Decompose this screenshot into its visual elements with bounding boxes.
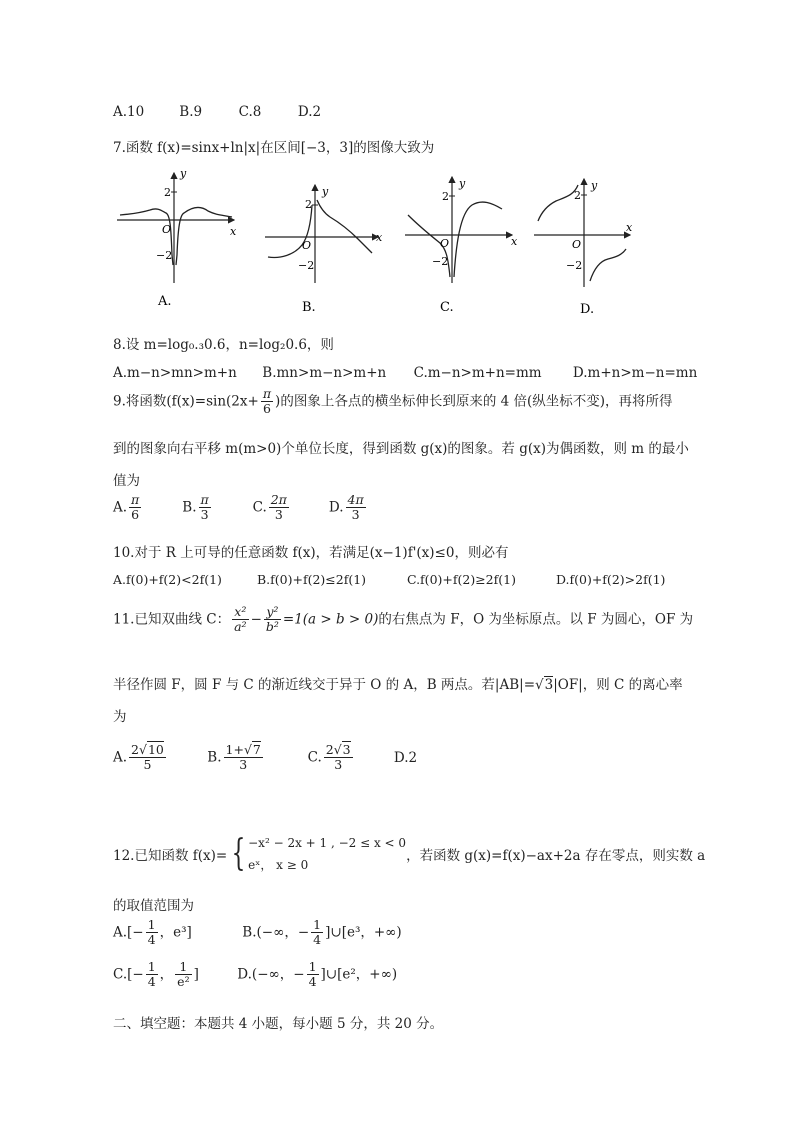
q11-line2: 半径作圆 F，圆 F 与 C 的渐近线交于异于 O 的 A，B 两点。若|AB|=√3|OF|，则 C 的离心率 <box>113 677 683 693</box>
piecewise-cases: −x² − 2x + 1 , −2 ≤ x < 0 eˣ， x ≥ 0 <box>248 836 407 872</box>
q12-options-row2 <box>113 960 397 990</box>
q12-line2: 的取值范围为 <box>113 898 194 914</box>
q11-condition: =1(a > b > 0) <box>282 611 379 628</box>
q6-option-c: C.8 <box>238 104 262 120</box>
q10-option-b: B.f(0)+f(2)≤2f(1) <box>256 572 367 587</box>
q11-options <box>113 743 417 773</box>
q8-option-d: D.m+n>m−n=mn <box>572 365 698 381</box>
q7-graph-d <box>532 165 662 325</box>
q6-option-a: A.10 <box>113 104 145 120</box>
x-axis-label: x <box>230 225 237 238</box>
q11-stem-a: 11.已知双曲线 C： <box>113 611 231 628</box>
q11-option-b: B. $\frac{1+√7}{3}$ <box>207 742 261 773</box>
q8-options <box>113 365 697 381</box>
q10-option-a: A.f(0)+f(2)<2f(1) <box>113 572 222 587</box>
q11-stem-b: 的右焦点为 F，O 为坐标原点。以 F 为圆心，OF 为 <box>378 611 694 628</box>
x-axis-label: x <box>626 221 633 234</box>
fraction-numerator: π <box>262 386 272 401</box>
q6-options <box>113 104 321 120</box>
tick-label-top: 2 <box>442 190 449 203</box>
q8-option-b: B.mn>m−n>m+n <box>262 365 387 381</box>
q12-options-row1 <box>113 918 402 948</box>
piecewise-brace: { <box>231 833 246 874</box>
q10-stem: 10.对于 R 上可导的任意函数 f(x)，若满足(x−1)f'(x)≤0，则必有 <box>113 545 509 561</box>
q11-line3: 为 <box>113 709 127 725</box>
q11-line1: 11.已知双曲线 C： $\frac{\text{x²}}{\text{a²}}$ − $\frac{\text{y²}}{\text{b²}}$ =1(a > b > 0)的右焦点为 F，O 为坐标原点。以 F 为圆心，OF 为 <box>113 604 694 635</box>
graph-letter: C. <box>440 300 454 315</box>
q12-option-d: D.(−∞，− $\frac{1}{4}$ ]∪[e²，+∞) <box>237 959 398 990</box>
curve <box>120 207 232 265</box>
tick-label-bottom: −2 <box>156 249 173 262</box>
q8-option-a: A.m−n>mn>m+n <box>113 365 237 381</box>
q7-graphs <box>112 165 692 325</box>
q9-option-a: A. $\frac{\pi}{6}$ <box>113 492 140 523</box>
q8-stem: 8.设 m=log₀.₃0.6，n=log₂0.6，则 <box>113 337 334 353</box>
q12-line1: 12.已知函数 f(x)= { −x² − 2x + 1 , −2 ≤ x < 0 eˣ， x ≥ 0 ，若函数 g(x)=f(x)−ax+2a 存在零点，则实数 a <box>113 833 706 874</box>
tick-label-bottom: −2 <box>432 255 449 268</box>
tick-label-top: 2 <box>305 198 312 211</box>
q6-option-b: B.9 <box>179 104 203 120</box>
q11-option-c: C. $\frac{2√3}{3}$ <box>307 742 351 773</box>
q9-options <box>113 493 368 523</box>
origin-label: O <box>440 237 450 250</box>
q11-option-d: D.2 <box>393 749 418 766</box>
q9-option-d: D. $\frac{4\pi}{3}$ <box>328 492 364 523</box>
tick-label-top: 2 <box>574 189 581 202</box>
q10-options <box>113 572 665 587</box>
origin-label: O <box>302 239 312 252</box>
q9-line3: 值为 <box>113 473 140 489</box>
origin-label: O <box>572 238 582 251</box>
x-axis-label: x <box>376 231 383 244</box>
q9-fraction <box>261 387 273 417</box>
x-axis-label: x <box>511 235 518 248</box>
tick-label-bottom: −2 <box>566 259 583 272</box>
q6-option-d: D.2 <box>297 104 322 120</box>
tick-label-bottom: −2 <box>298 259 315 272</box>
q7-graph-c <box>402 165 552 325</box>
origin-label: O <box>162 223 172 236</box>
y-axis-label: y <box>180 167 187 180</box>
fraction-numerator: y² <box>264 605 281 620</box>
graph-letter: D. <box>580 302 595 317</box>
q10-option-d: D.f(0)+f(2)>2f(1) <box>555 572 666 587</box>
y-axis-label: y <box>459 177 466 190</box>
q9-line1 <box>113 387 673 417</box>
q11-option-a: A. $\frac{2√10}{5}$ <box>113 742 164 773</box>
curve <box>408 202 502 277</box>
q12-option-c: C.[− $\frac{1}{4}$ ， $\frac{1}{\text{e²}}$ ] <box>113 959 199 990</box>
graph-letter: A. <box>158 294 172 309</box>
fraction-denominator: b² <box>265 619 279 635</box>
q7-graph-b <box>260 165 400 325</box>
fraction-denominator: a² <box>234 619 247 635</box>
q9-option-b: B. $\frac{\pi}{3}$ <box>182 492 209 523</box>
section-2-heading: 二、填空题：本题共 4 小题，每小题 5 分，共 20 分。 <box>113 1016 444 1032</box>
q9-option-c: C. $\frac{2\pi}{3}$ <box>252 492 287 523</box>
q8-option-c: C.m−n>m+n=mm <box>413 365 542 381</box>
q12-option-a: A.[− $\frac{1}{4}$ ，e³] <box>113 917 192 948</box>
q10-option-c: C.f(0)+f(2)≥2f(1) <box>406 572 516 587</box>
q7-graph-a <box>112 165 252 325</box>
fraction-numerator: x² <box>232 605 248 620</box>
tick-label-top: 2 <box>164 186 171 199</box>
y-axis-label: y <box>591 179 598 192</box>
fraction-denominator: 6 <box>262 401 271 417</box>
q9-stem-b: )的图象上各点的横坐标伸长到原来的 4 倍(纵坐标不变)，再将所得 <box>275 393 673 410</box>
sqrt-radicand: 3 <box>544 677 554 693</box>
q9-stem-a: 9.将函数(f(x)=sin(2x+ <box>113 393 259 410</box>
curve <box>268 200 372 258</box>
graph-letter: B. <box>302 300 316 315</box>
y-axis-label: y <box>322 185 329 198</box>
q12-option-b: B.(−∞，− $\frac{1}{4}$ ]∪[e³，+∞) <box>242 917 402 948</box>
q7-stem: 7.函数 f(x)=sinx+ln|x|在区间[−3，3]的图像大致为 <box>113 140 435 156</box>
q9-line2: 到的图象向右平移 m(m>0)个单位长度，得到函数 g(x)的图象。若 g(x)为偶函数，则 m 的最小 <box>113 441 689 457</box>
